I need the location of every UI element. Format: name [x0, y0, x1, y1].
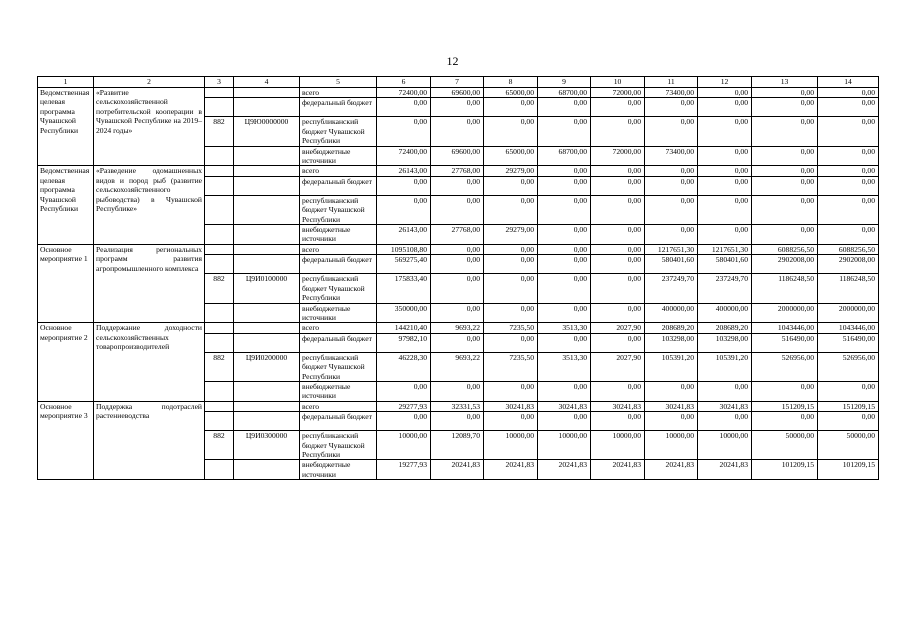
value-cell: 2027,90 [591, 352, 645, 381]
value-cell: 30241,83 [484, 401, 538, 411]
value-cell: 10000,00 [645, 431, 698, 460]
value-cell: 2000000,00 [752, 303, 818, 323]
header-cell: 2 [94, 77, 205, 88]
value-cell: 580401,60 [645, 255, 698, 274]
value-cell: 0,00 [484, 255, 538, 274]
value-cell: 0,00 [591, 176, 645, 195]
csr-cell [234, 333, 300, 352]
csr-cell [234, 303, 300, 323]
value-cell: 6088256,50 [752, 244, 818, 254]
value-cell: 20241,83 [484, 460, 538, 480]
value-cell: 29279,00 [484, 225, 538, 245]
value-cell: 0,00 [752, 381, 818, 401]
value-cell: 2902008,00 [752, 255, 818, 274]
value-cell: 0,00 [818, 412, 879, 431]
csr-cell: Ц9Ю0000000 [234, 117, 300, 146]
value-cell: 0,00 [698, 98, 752, 117]
value-cell: 0,00 [538, 412, 591, 431]
status-cell: Основное мероприятие 3 [38, 401, 94, 479]
value-cell: 50000,00 [752, 431, 818, 460]
value-cell: 0,00 [645, 98, 698, 117]
value-cell: 0,00 [752, 117, 818, 146]
value-cell: 27768,00 [431, 225, 484, 245]
value-cell: 0,00 [591, 303, 645, 323]
value-cell: 1217651,30 [645, 244, 698, 254]
value-cell: 9693,22 [431, 323, 484, 333]
funding-source-cell: федеральный бюджет [300, 176, 377, 195]
grbs-cell: 882 [205, 274, 234, 303]
value-cell: 0,00 [752, 195, 818, 224]
value-cell: 26143,00 [377, 166, 431, 176]
value-cell: 46228,30 [377, 352, 431, 381]
header-cell: 9 [538, 77, 591, 88]
value-cell: 0,00 [484, 412, 538, 431]
value-cell: 0,00 [645, 412, 698, 431]
value-cell: 0,00 [818, 146, 879, 166]
value-cell: 208689,20 [698, 323, 752, 333]
header-row [38, 77, 879, 88]
value-cell: 0,00 [591, 166, 645, 176]
funding-source-cell: всего [300, 166, 377, 176]
value-cell: 10000,00 [591, 431, 645, 460]
value-cell: 65000,00 [484, 88, 538, 98]
program-name-cell: «Разведение одомашненных видов и пород рыб (развитие сельскохозяйственного рыбоводства) в Чувашской Республике» [94, 166, 205, 244]
grbs-cell [205, 401, 234, 411]
funding-source-cell: республиканский бюджет Чувашской Республики [300, 352, 377, 381]
table-row [38, 401, 879, 411]
funding-source-cell: республиканский бюджет Чувашской Республики [300, 195, 377, 224]
value-cell: 0,00 [645, 176, 698, 195]
value-cell: 0,00 [484, 303, 538, 323]
value-cell: 526956,00 [752, 352, 818, 381]
value-cell: 0,00 [538, 166, 591, 176]
value-cell: 0,00 [698, 166, 752, 176]
value-cell: 30241,83 [698, 401, 752, 411]
value-cell: 0,00 [818, 117, 879, 146]
value-cell: 0,00 [591, 255, 645, 274]
value-cell: 0,00 [538, 333, 591, 352]
page-number: 12 [446, 54, 459, 68]
value-cell: 0,00 [645, 195, 698, 224]
value-cell: 0,00 [645, 225, 698, 245]
value-cell: 151209,15 [818, 401, 879, 411]
value-cell: 2902008,00 [818, 255, 879, 274]
funding-source-cell: внебюджетные источники [300, 303, 377, 323]
value-cell: 30241,83 [645, 401, 698, 411]
grbs-cell [205, 255, 234, 274]
status-cell: Ведомственная целевая программа Чувашской Республики [38, 166, 94, 244]
budget-table [37, 76, 879, 480]
program-name-cell: Реализация региональных программ развития агропромышленного комплекса [94, 244, 205, 322]
value-cell: 69600,00 [431, 88, 484, 98]
value-cell: 0,00 [538, 303, 591, 323]
csr-cell [234, 166, 300, 176]
header-cell: 11 [645, 77, 698, 88]
value-cell: 0,00 [431, 412, 484, 431]
csr-cell: Ц9И0300000 [234, 431, 300, 460]
value-cell: 0,00 [752, 166, 818, 176]
grbs-cell [205, 303, 234, 323]
value-cell: 0,00 [752, 412, 818, 431]
value-cell: 0,00 [645, 117, 698, 146]
funding-source-cell: всего [300, 244, 377, 254]
csr-cell [234, 244, 300, 254]
grbs-cell: 882 [205, 352, 234, 381]
value-cell: 101209,15 [752, 460, 818, 480]
value-cell: 19277,93 [377, 460, 431, 480]
value-cell: 0,00 [484, 98, 538, 117]
value-cell: 580401,60 [698, 255, 752, 274]
value-cell: 20241,83 [591, 460, 645, 480]
value-cell: 0,00 [377, 117, 431, 146]
value-cell: 0,00 [818, 195, 879, 224]
value-cell: 0,00 [698, 381, 752, 401]
value-cell: 27768,00 [431, 166, 484, 176]
grbs-cell: 882 [205, 117, 234, 146]
value-cell: 516490,00 [752, 333, 818, 352]
table-row [38, 166, 879, 176]
value-cell: 0,00 [484, 117, 538, 146]
value-cell: 0,00 [591, 333, 645, 352]
funding-source-cell: федеральный бюджет [300, 333, 377, 352]
value-cell: 526956,00 [818, 352, 879, 381]
value-cell: 0,00 [698, 195, 752, 224]
value-cell: 144210,40 [377, 323, 431, 333]
value-cell: 105391,20 [698, 352, 752, 381]
value-cell: 0,00 [698, 225, 752, 245]
funding-source-cell: федеральный бюджет [300, 255, 377, 274]
value-cell: 0,00 [538, 244, 591, 254]
value-cell: 0,00 [538, 117, 591, 146]
status-cell: Основное мероприятие 2 [38, 323, 94, 401]
grbs-cell [205, 176, 234, 195]
value-cell: 175833,40 [377, 274, 431, 303]
grbs-cell [205, 166, 234, 176]
value-cell: 0,00 [431, 303, 484, 323]
value-cell: 0,00 [538, 195, 591, 224]
value-cell: 3513,30 [538, 323, 591, 333]
value-cell: 400000,00 [645, 303, 698, 323]
value-cell: 68700,00 [538, 146, 591, 166]
value-cell: 151209,15 [752, 401, 818, 411]
value-cell: 237249,70 [645, 274, 698, 303]
csr-cell [234, 176, 300, 195]
value-cell: 0,00 [752, 225, 818, 245]
value-cell: 0,00 [484, 381, 538, 401]
value-cell: 0,00 [377, 412, 431, 431]
value-cell: 350000,00 [377, 303, 431, 323]
value-cell: 0,00 [752, 146, 818, 166]
value-cell: 0,00 [484, 176, 538, 195]
csr-cell [234, 255, 300, 274]
value-cell: 0,00 [698, 176, 752, 195]
value-cell: 73400,00 [645, 146, 698, 166]
grbs-cell [205, 195, 234, 224]
value-cell: 0,00 [591, 381, 645, 401]
grbs-cell: 882 [205, 431, 234, 460]
value-cell: 208689,20 [645, 323, 698, 333]
value-cell: 0,00 [818, 166, 879, 176]
value-cell: 0,00 [818, 176, 879, 195]
value-cell: 72000,00 [591, 88, 645, 98]
value-cell: 1095108,80 [377, 244, 431, 254]
value-cell: 0,00 [377, 176, 431, 195]
grbs-cell [205, 333, 234, 352]
value-cell: 6088256,50 [818, 244, 879, 254]
value-cell: 72000,00 [591, 146, 645, 166]
table-row [38, 244, 879, 254]
header-cell: 4 [234, 77, 300, 88]
value-cell: 516490,00 [818, 333, 879, 352]
value-cell: 0,00 [645, 381, 698, 401]
funding-source-cell: республиканский бюджет Чувашской Республики [300, 431, 377, 460]
value-cell: 1217651,30 [698, 244, 752, 254]
value-cell: 3513,30 [538, 352, 591, 381]
value-cell: 12089,70 [431, 431, 484, 460]
csr-cell [234, 381, 300, 401]
value-cell: 7235,50 [484, 323, 538, 333]
value-cell: 0,00 [591, 195, 645, 224]
value-cell: 72400,00 [377, 146, 431, 166]
value-cell: 0,00 [431, 176, 484, 195]
value-cell: 0,00 [752, 176, 818, 195]
value-cell: 0,00 [818, 88, 879, 98]
funding-source-cell: внебюджетные источники [300, 225, 377, 245]
value-cell: 0,00 [698, 117, 752, 146]
value-cell: 10000,00 [377, 431, 431, 460]
value-cell: 0,00 [538, 98, 591, 117]
csr-cell: Ц9И0200000 [234, 352, 300, 381]
value-cell: 2027,90 [591, 323, 645, 333]
value-cell: 0,00 [484, 333, 538, 352]
csr-cell [234, 98, 300, 117]
csr-cell [234, 88, 300, 98]
value-cell: 0,00 [431, 117, 484, 146]
table-row [38, 323, 879, 333]
csr-cell [234, 195, 300, 224]
csr-cell [234, 401, 300, 411]
value-cell: 32331,53 [431, 401, 484, 411]
value-cell: 30241,83 [538, 401, 591, 411]
value-cell: 26143,00 [377, 225, 431, 245]
value-cell: 0,00 [431, 98, 484, 117]
grbs-cell [205, 323, 234, 333]
grbs-cell [205, 88, 234, 98]
value-cell: 7235,50 [484, 352, 538, 381]
value-cell: 0,00 [591, 117, 645, 146]
grbs-cell [205, 225, 234, 245]
value-cell: 0,00 [818, 225, 879, 245]
value-cell: 103298,00 [645, 333, 698, 352]
header-cell: 5 [300, 77, 377, 88]
status-cell: Основное мероприятие 1 [38, 244, 94, 322]
value-cell: 0,00 [377, 195, 431, 224]
value-cell: 400000,00 [698, 303, 752, 323]
header-cell: 1 [38, 77, 94, 88]
grbs-cell [205, 381, 234, 401]
value-cell: 0,00 [698, 412, 752, 431]
value-cell: 10000,00 [484, 431, 538, 460]
value-cell: 1186248,50 [818, 274, 879, 303]
value-cell: 0,00 [431, 255, 484, 274]
value-cell: 69600,00 [431, 146, 484, 166]
value-cell: 65000,00 [484, 146, 538, 166]
value-cell: 0,00 [538, 381, 591, 401]
value-cell: 0,00 [698, 88, 752, 98]
value-cell: 0,00 [591, 274, 645, 303]
value-cell: 569275,40 [377, 255, 431, 274]
value-cell: 105391,20 [645, 352, 698, 381]
value-cell: 72400,00 [377, 88, 431, 98]
value-cell: 0,00 [538, 225, 591, 245]
value-cell: 97982,10 [377, 333, 431, 352]
header-cell: 6 [377, 77, 431, 88]
program-name-cell: Поддержание доходности сельскохозяйственных товаропроизводителей [94, 323, 205, 401]
header-cell: 12 [698, 77, 752, 88]
funding-source-cell: федеральный бюджет [300, 98, 377, 117]
value-cell: 101209,15 [818, 460, 879, 480]
value-cell: 0,00 [377, 381, 431, 401]
csr-cell [234, 460, 300, 480]
funding-source-cell: республиканский бюджет Чувашской Республики [300, 117, 377, 146]
value-cell: 0,00 [484, 274, 538, 303]
header-cell: 7 [431, 77, 484, 88]
funding-source-cell: внебюджетные источники [300, 381, 377, 401]
value-cell: 68700,00 [538, 88, 591, 98]
value-cell: 0,00 [431, 244, 484, 254]
value-cell: 2000000,00 [818, 303, 879, 323]
grbs-cell [205, 412, 234, 431]
value-cell: 50000,00 [818, 431, 879, 460]
funding-source-cell: республиканский бюджет Чувашской Республики [300, 274, 377, 303]
value-cell: 0,00 [752, 88, 818, 98]
csr-cell [234, 225, 300, 245]
grbs-cell [205, 460, 234, 480]
value-cell: 0,00 [591, 225, 645, 245]
grbs-cell [205, 244, 234, 254]
table-row [38, 88, 879, 98]
value-cell: 20241,83 [645, 460, 698, 480]
value-cell: 10000,00 [698, 431, 752, 460]
header-cell: 14 [818, 77, 879, 88]
value-cell: 1186248,50 [752, 274, 818, 303]
header-cell: 3 [205, 77, 234, 88]
value-cell: 1043446,00 [818, 323, 879, 333]
status-cell: Ведомственная целевая программа Чувашской Республики [38, 88, 94, 166]
value-cell: 0,00 [377, 98, 431, 117]
csr-cell [234, 323, 300, 333]
value-cell: 0,00 [591, 412, 645, 431]
header-cell: 8 [484, 77, 538, 88]
value-cell: 29277,93 [377, 401, 431, 411]
value-cell: 0,00 [431, 333, 484, 352]
funding-source-cell: внебюджетные источники [300, 146, 377, 166]
value-cell: 103298,00 [698, 333, 752, 352]
program-name-cell: Поддержка подотраслей растениеводства [94, 401, 205, 479]
value-cell: 0,00 [818, 381, 879, 401]
funding-source-cell: всего [300, 401, 377, 411]
value-cell: 0,00 [431, 274, 484, 303]
value-cell: 0,00 [431, 195, 484, 224]
value-cell: 29279,00 [484, 166, 538, 176]
value-cell: 0,00 [591, 98, 645, 117]
value-cell: 9693,22 [431, 352, 484, 381]
value-cell: 0,00 [484, 244, 538, 254]
value-cell: 1043446,00 [752, 323, 818, 333]
value-cell: 0,00 [538, 274, 591, 303]
program-name-cell: «Развитие сельскохозяйственной потребительской кооперации в Чувашской Республике на 2019–2024 годы» [94, 88, 205, 166]
table-body [38, 77, 879, 480]
value-cell: 30241,83 [591, 401, 645, 411]
header-cell: 13 [752, 77, 818, 88]
value-cell: 237249,70 [698, 274, 752, 303]
funding-source-cell: федеральный бюджет [300, 412, 377, 431]
value-cell: 0,00 [818, 98, 879, 117]
funding-source-cell: всего [300, 323, 377, 333]
funding-source-cell: всего [300, 88, 377, 98]
value-cell: 20241,83 [431, 460, 484, 480]
csr-cell [234, 146, 300, 166]
value-cell: 0,00 [752, 98, 818, 117]
funding-source-cell: внебюджетные источники [300, 460, 377, 480]
value-cell: 0,00 [538, 176, 591, 195]
value-cell: 20241,83 [698, 460, 752, 480]
value-cell: 0,00 [645, 166, 698, 176]
value-cell: 10000,00 [538, 431, 591, 460]
csr-cell [234, 412, 300, 431]
value-cell: 0,00 [538, 255, 591, 274]
value-cell: 0,00 [591, 244, 645, 254]
value-cell: 20241,83 [538, 460, 591, 480]
grbs-cell [205, 98, 234, 117]
value-cell: 0,00 [484, 195, 538, 224]
value-cell: 73400,00 [645, 88, 698, 98]
header-cell: 10 [591, 77, 645, 88]
value-cell: 0,00 [698, 146, 752, 166]
value-cell: 0,00 [431, 381, 484, 401]
grbs-cell [205, 146, 234, 166]
csr-cell: Ц9И0100000 [234, 274, 300, 303]
